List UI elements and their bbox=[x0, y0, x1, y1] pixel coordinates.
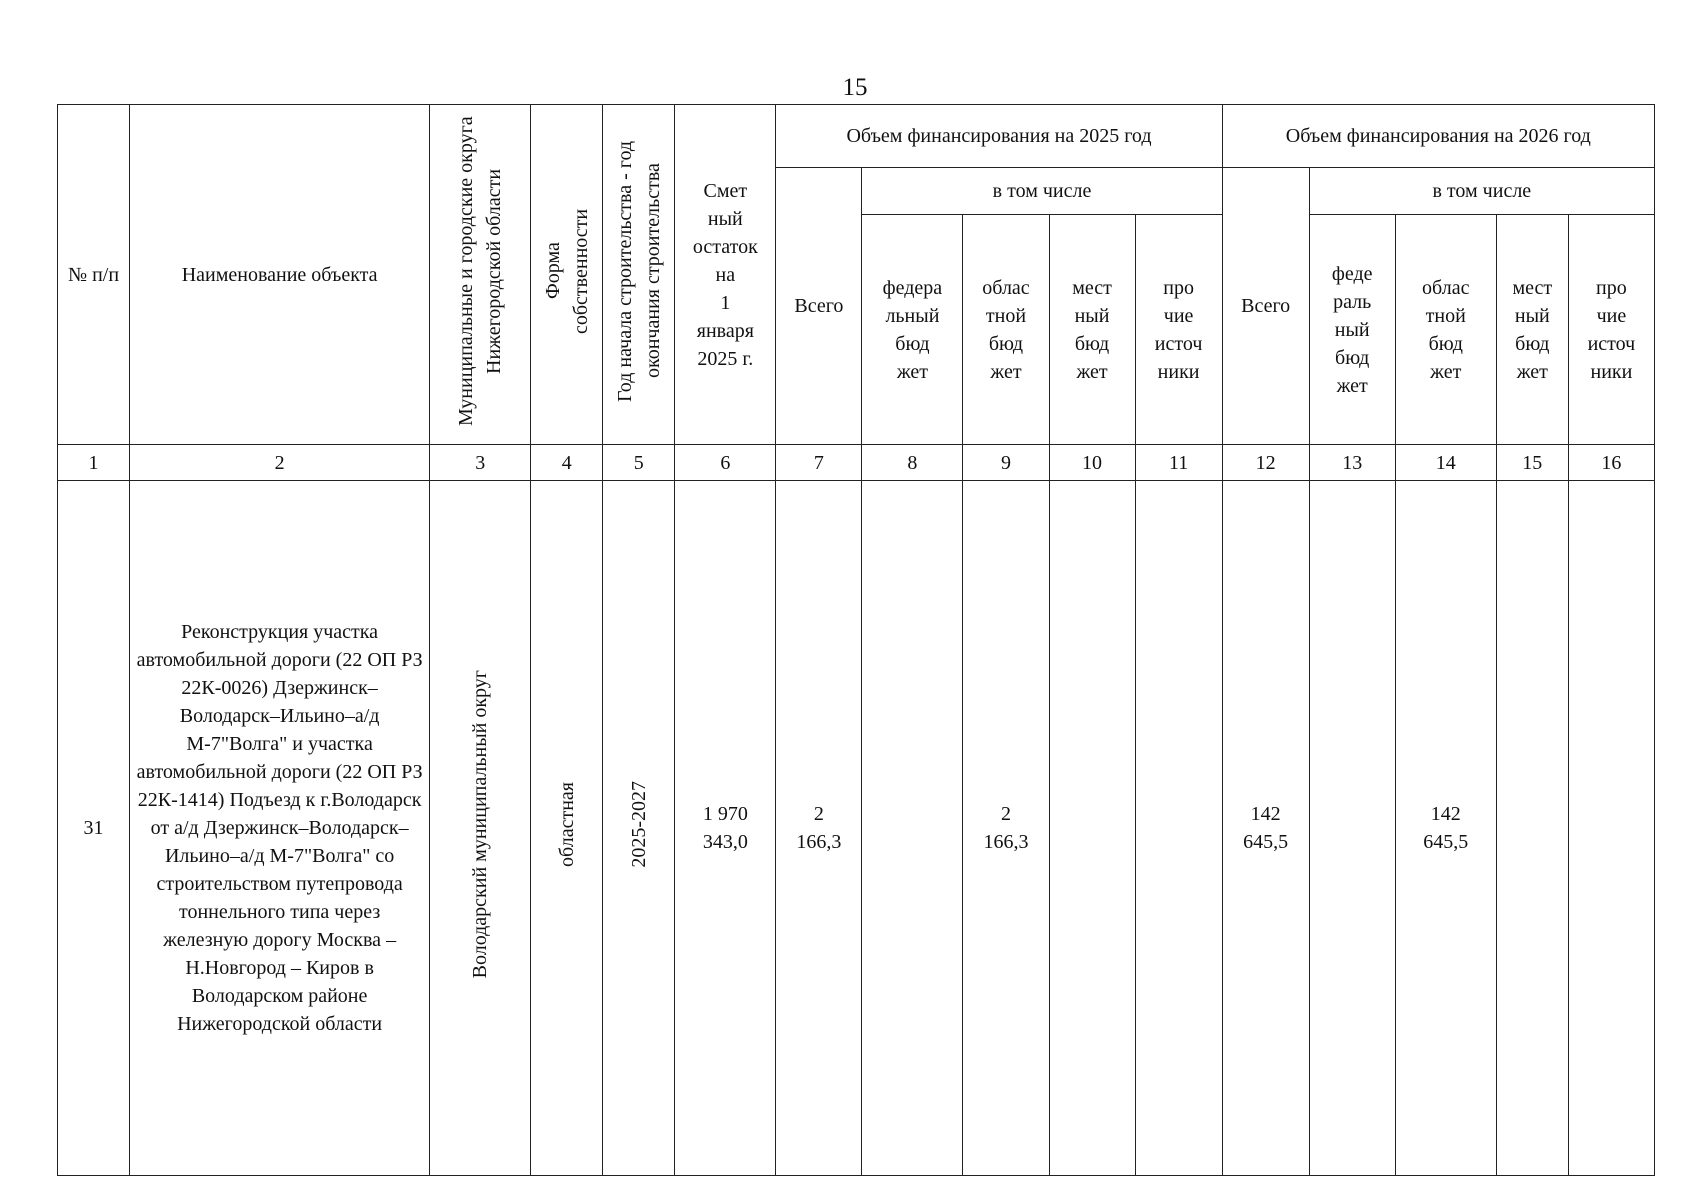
column-number: 6 bbox=[675, 445, 776, 481]
object-name: Реконструкция участка автомобильной дороги (22 ОП РЗ 22К-0026) Дзержинск–Володарск–Ильино–а/д М-7"Волга" и участка автомобильной дороги (22 ОП РЗ 22К-1414) Подъезд к г.Володарск от а/д Дзержинск–Володарск–Ильино–а/д М-7"Волга" со строительством путепровода тоннельного типа через железную дорогу Москва – Н.Новгород – Киров в Володарском районе Нижегородской области bbox=[130, 481, 430, 1176]
column-number: 11 bbox=[1135, 445, 1222, 481]
header-num: № п/п bbox=[58, 105, 130, 445]
column-number: 14 bbox=[1395, 445, 1496, 481]
header-funding-2026: Объем финансирования на 2026 год bbox=[1222, 105, 1654, 168]
column-number: 2 bbox=[130, 445, 430, 481]
header-other-2026: про чие источ ники bbox=[1568, 215, 1654, 445]
header-federal-2026: феде раль ный бюд жет bbox=[1309, 215, 1395, 445]
row-federal-2026 bbox=[1309, 481, 1395, 1176]
column-number: 16 bbox=[1568, 445, 1654, 481]
header-local-2026: мест ный бюд жет bbox=[1496, 215, 1568, 445]
column-number: 1 bbox=[58, 445, 130, 481]
investment-table bbox=[57, 104, 1655, 1176]
row-local-2025 bbox=[1049, 481, 1135, 1176]
column-number: 5 bbox=[603, 445, 675, 481]
header-municipality-text: Муниципальные и городские округа Нижегородской области bbox=[455, 115, 506, 426]
header-ownership bbox=[531, 105, 603, 445]
row-regional-2025: 2 166,3 bbox=[963, 481, 1049, 1176]
row-ownership bbox=[531, 481, 603, 1176]
header-including-2026: в том числе bbox=[1309, 168, 1654, 215]
column-number: 13 bbox=[1309, 445, 1395, 481]
row-years-text: 2025-2027 bbox=[627, 780, 650, 868]
header-row-1 bbox=[58, 105, 1655, 168]
column-number: 9 bbox=[963, 445, 1049, 481]
column-number: 12 bbox=[1222, 445, 1309, 481]
header-federal-2025: федера льный бюд жет bbox=[862, 215, 963, 445]
header-municipality bbox=[430, 105, 531, 445]
header-other-2025: про чие источ ники bbox=[1135, 215, 1222, 445]
header-remainder: Смет ный остаток на 1 января 2025 г. bbox=[675, 105, 776, 445]
row-remainder: 1 970 343,0 bbox=[675, 481, 776, 1176]
row-number: 31 bbox=[58, 481, 130, 1176]
row-years bbox=[603, 481, 675, 1176]
column-number: 3 bbox=[430, 445, 531, 481]
header-ownership-text: Форма собственности bbox=[541, 207, 592, 334]
header-local-2025: мест ный бюд жет bbox=[1049, 215, 1135, 445]
header-total-2025: Всего bbox=[776, 168, 862, 445]
header-regional-2025: облас тной бюд жет bbox=[963, 215, 1049, 445]
row-ownership-text: областная bbox=[555, 781, 578, 867]
column-number: 10 bbox=[1049, 445, 1135, 481]
page-number: 15 bbox=[842, 74, 868, 101]
row-municipality-text: Володарский муниципальный округ bbox=[469, 669, 492, 979]
header-regional-2026: облас тной бюд жет bbox=[1395, 215, 1496, 445]
row-municipality bbox=[430, 481, 531, 1176]
row-total-2026: 142 645,5 bbox=[1222, 481, 1309, 1176]
column-number: 4 bbox=[531, 445, 603, 481]
column-number: 15 bbox=[1496, 445, 1568, 481]
column-number-row bbox=[58, 445, 1655, 481]
column-number: 8 bbox=[862, 445, 963, 481]
table-row bbox=[58, 481, 1655, 1176]
row-federal-2025 bbox=[862, 481, 963, 1176]
row-regional-2026: 142 645,5 bbox=[1395, 481, 1496, 1176]
row-local-2026 bbox=[1496, 481, 1568, 1176]
row-other-2026 bbox=[1568, 481, 1654, 1176]
header-funding-2025: Объем финансирования на 2025 год bbox=[776, 105, 1222, 168]
header-including-2025: в том числе bbox=[862, 168, 1222, 215]
header-name: Наименование объекта bbox=[130, 105, 430, 445]
header-total-2026: Всего bbox=[1222, 168, 1309, 445]
header-years bbox=[603, 105, 675, 445]
column-number: 7 bbox=[776, 445, 862, 481]
row-total-2025: 2 166,3 bbox=[776, 481, 862, 1176]
header-years-text: Год начала строительства - год окончания строительства bbox=[613, 139, 664, 402]
row-other-2025 bbox=[1135, 481, 1222, 1176]
